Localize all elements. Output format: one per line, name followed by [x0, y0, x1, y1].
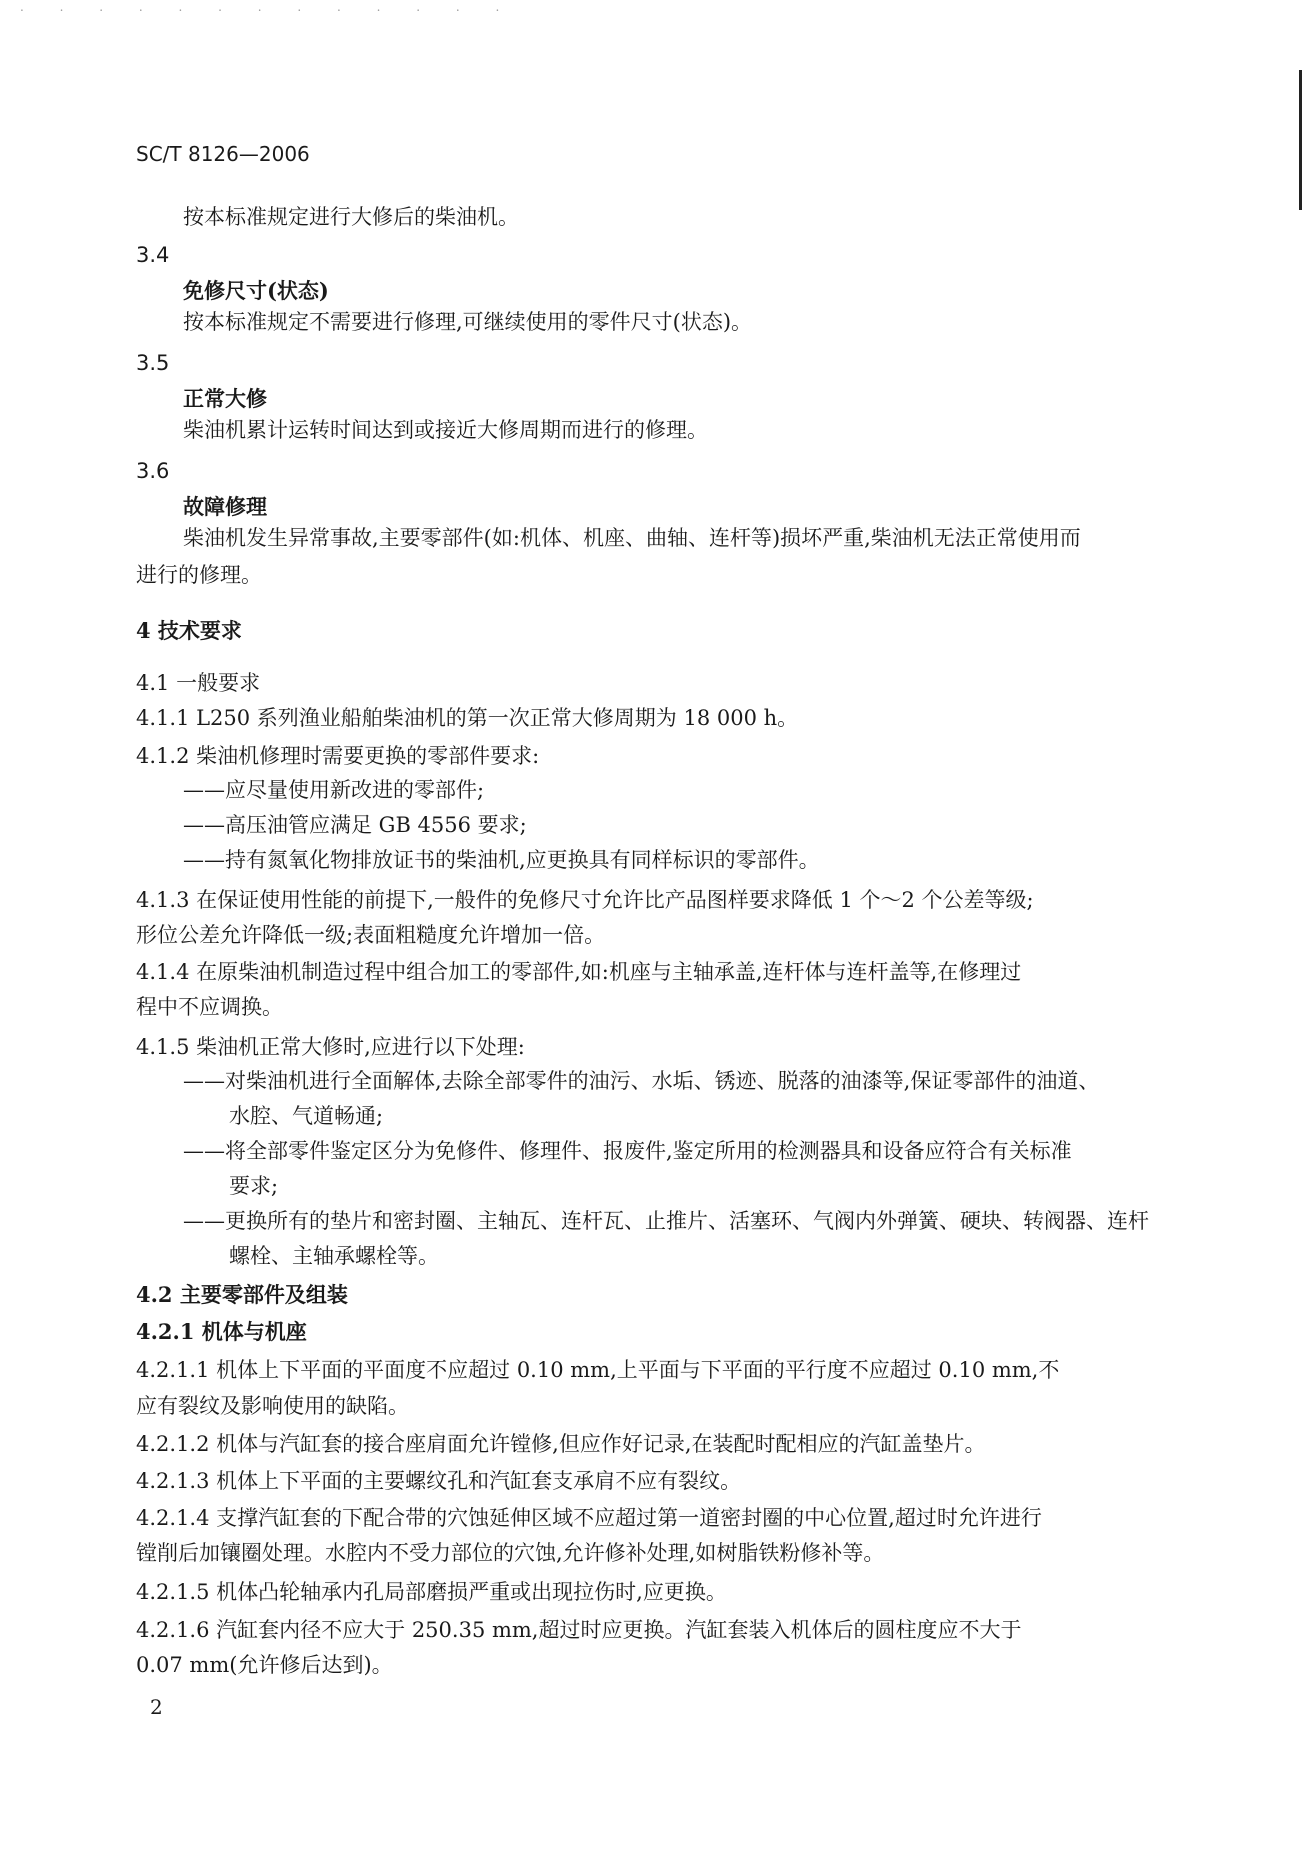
text-line: 4.1.2 柴油机修理时需要更换的零部件要求: — [136, 744, 540, 768]
text-line: 柴油机发生异常事故,主要零部件(如:机体、机座、曲轴、连杆等)损坏严重,柴油机无法正常使用而 — [183, 526, 1081, 550]
clause-number: 3.6 — [136, 459, 170, 483]
text-line: 0.07 mm(允许修后达到)。 — [136, 1653, 393, 1677]
text-line: 柴油机累计运转时间达到或接近大修周期而进行的修理。 — [183, 418, 708, 442]
text-line: 镗削后加镶圈处理。水腔内不受力部位的穴蚀,允许修补处理,如树脂铁粉修补等。 — [136, 1541, 885, 1565]
clause-number: 3.5 — [136, 351, 170, 375]
text-line: 4.2.1.5 机体凸轮轴承内孔局部磨损严重或出现拉伤时,应更换。 — [136, 1580, 727, 1604]
text-line: 4.2.1.1 机体上下平面的平面度不应超过 0.10 mm,上平面与下平面的平行度不应超过 0.10 mm,不 — [136, 1358, 1060, 1382]
section-heading: 4 技术要求 — [136, 618, 242, 643]
text-line: 进行的修理。 — [136, 563, 262, 587]
list-item: ——持有氮氧化物排放证书的柴油机,应更换具有同样标识的零部件。 — [183, 848, 820, 872]
list-item: ——对柴油机进行全面解体,去除全部零件的油污、水垢、锈迹、脱落的油漆等,保证零部件的油道、 — [183, 1069, 1100, 1093]
text-line: 应有裂纹及影响使用的缺陷。 — [136, 1394, 409, 1418]
standard-code-header: SC/T 8126—2006 — [136, 142, 310, 166]
text-line: 4.1.1 L250 系列渔业船舶柴油机的第一次正常大修周期为 18 000 h。 — [136, 706, 799, 730]
page-number: 2 — [150, 1695, 163, 1719]
subsection-heading: 4.2 主要零部件及组装 — [136, 1282, 348, 1307]
text-line: 4.2.1.4 支撑汽缸套的下配合带的穴蚀延伸区域不应超过第一道密封圈的中心位置,超过时允许进行 — [136, 1506, 1042, 1530]
term-heading: 免修尺寸(状态) — [183, 278, 329, 303]
text-line: 4.2.1.2 机体与汽缸套的接合座肩面允许镗修,但应作好记录,在装配时配相应的汽缸盖垫片。 — [136, 1432, 986, 1456]
list-item: ——高压油管应满足 GB 4556 要求; — [183, 813, 527, 837]
list-item: ——应尽量使用新改进的零部件; — [183, 778, 485, 802]
list-item: ——将全部零件鉴定区分为免修件、修理件、报废件,鉴定所用的检测器具和设备应符合有关标准 — [183, 1139, 1072, 1163]
text-line: 4.1.3 在保证使用性能的前提下,一般件的免修尺寸允许比产品图样要求降低 1 个～2 个公差等级; — [136, 888, 1034, 912]
subsection-heading: 4.1 一般要求 — [136, 671, 261, 695]
subsection-heading: 4.2.1 机体与机座 — [136, 1319, 307, 1344]
term-heading: 正常大修 — [183, 386, 267, 411]
list-item-continuation: 螺栓、主轴承螺栓等。 — [229, 1244, 439, 1268]
text-line: 按本标准规定进行大修后的柴油机。 — [183, 205, 519, 229]
text-line: 4.1.4 在原柴油机制造过程中组合加工的零部件,如:机座与主轴承盖,连杆体与连杆盖等,在修理过 — [136, 960, 1022, 984]
text-line: 4.1.5 柴油机正常大修时,应进行以下处理: — [136, 1035, 525, 1059]
text-line: 4.2.1.3 机体上下平面的主要螺纹孔和汽缸套支承肩不应有裂纹。 — [136, 1469, 742, 1493]
text-line: 按本标准规定不需要进行修理,可继续使用的零件尺寸(状态)。 — [183, 310, 753, 334]
scan-edge-mark — [1299, 70, 1302, 210]
text-line: 4.2.1.6 汽缸套内径不应大于 250.35 mm,超过时应更换。汽缸套装入机体后的圆柱度应不大于 — [136, 1618, 1022, 1642]
scan-artifact: . . . . . . . . . . . . . — [20, 0, 516, 14]
term-heading: 故障修理 — [183, 494, 267, 519]
list-item-continuation: 水腔、气道畅通; — [229, 1104, 384, 1128]
list-item: ——更换所有的垫片和密封圈、主轴瓦、连杆瓦、止推片、活塞环、气阀内外弹簧、硬块、转阀器、连杆 — [183, 1209, 1149, 1233]
list-item-continuation: 要求; — [229, 1174, 279, 1198]
clause-number: 3.4 — [136, 243, 170, 267]
text-line: 程中不应调换。 — [136, 995, 283, 1019]
text-line: 形位公差允许降低一级;表面粗糙度允许增加一倍。 — [136, 923, 606, 947]
